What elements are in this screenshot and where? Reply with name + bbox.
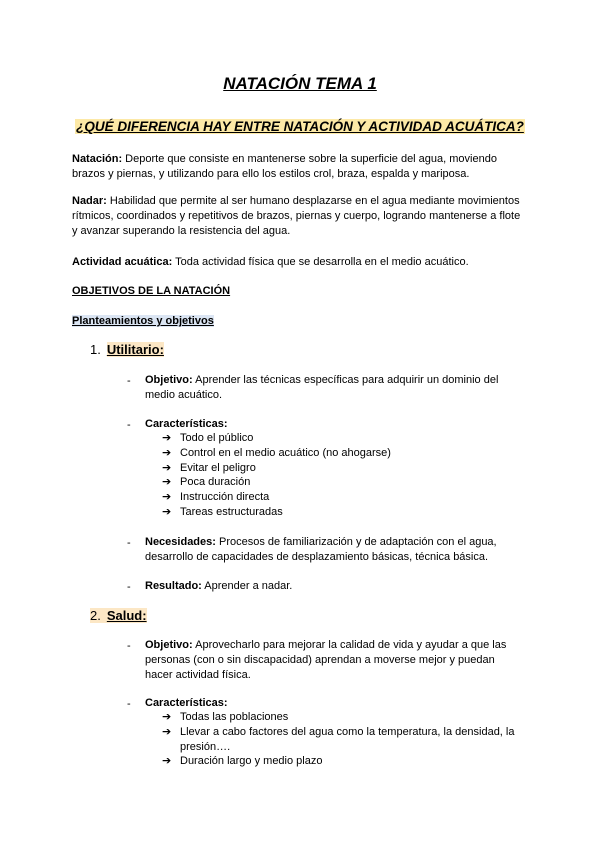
section-utilitario-heading	[90, 342, 164, 357]
arrow-icon: ➔	[162, 476, 172, 489]
section-utilitario-resultado	[145, 579, 525, 594]
section-salud-caracteristicas	[145, 696, 525, 711]
list-item: ➔ Tareas estructuradas	[162, 505, 283, 518]
definition-term: Actividad acuática:	[72, 256, 173, 268]
objetivo-text: Aprovecharlo para mejorar la calidad de vida y ayudar a que las personas (con o sin discapacidad) aprendan a moverse mejor y puedan hacer actividad física.	[145, 639, 507, 681]
dash-bullet: -	[127, 537, 131, 549]
definition-term: Natación:	[72, 153, 123, 165]
objetivo-label: Objetivo:	[145, 639, 193, 651]
arrow-icon: ➔	[162, 432, 172, 444]
section-number: 1.	[90, 342, 101, 357]
section-title: Utilitario:	[106, 342, 164, 357]
objetivo-label: Objetivo:	[145, 374, 193, 386]
section-salud-heading	[90, 608, 147, 623]
definition-text: Toda actividad física que se desarrolla en el medio acuático.	[172, 256, 469, 268]
definition-term: Nadar:	[72, 195, 107, 207]
section-number: 2.	[90, 608, 101, 623]
dash-bullet: -	[127, 419, 131, 431]
dash-bullet: -	[127, 640, 131, 652]
list-item: ➔ Poca duración	[162, 476, 251, 489]
arrow-icon: ➔	[162, 505, 172, 518]
page-title: NATACIÓN TEMA 1	[223, 74, 377, 93]
objectives-heading: OBJETIVOS DE LA NATACIÓN	[72, 285, 231, 297]
list-item: ➔ Instrucción directa	[162, 491, 270, 504]
arrow-icon: ➔	[162, 446, 172, 459]
necesidades-text: Procesos de familiarización y de adaptación con el agua, desarrollo de capacidades de desplazamiento básicas, técnica básica.	[145, 536, 497, 563]
definition-natacion	[72, 152, 528, 182]
list-item: ➔ Duración largo y medio plazo	[162, 755, 323, 768]
resultado-label: Resultado:	[145, 580, 202, 592]
dash-bullet: -	[127, 581, 131, 593]
arrow-icon: ➔	[162, 711, 172, 723]
arrow-icon: ➔	[162, 725, 172, 738]
definition-text: Habilidad que permite al ser humano desplazarse en el agua mediante movimientos rítmicos, coordinados y repetitivos de brazos, piernas y cuerpo, logrando mantenerse a flote y avanzar superando la resistencia del agua.	[72, 195, 521, 237]
caracteristicas-list	[162, 710, 532, 769]
objetivo-text: Aprender las técnicas específicas para adquirir un dominio del medio acuático.	[145, 374, 499, 401]
definition-actividad-acuatica	[72, 255, 528, 270]
list-item: ➔ Llevar a cabo factores del agua como la temperatura, la densidad, la presión….	[162, 725, 515, 753]
list-item: ➔ Control en el medio acuático (no ahogarse)	[162, 446, 391, 459]
list-item: ➔ Evitar el peligro	[162, 461, 256, 474]
dash-bullet: -	[127, 375, 131, 387]
arrow-icon: ➔	[162, 755, 172, 768]
section-utilitario-objetivo	[145, 373, 525, 403]
arrow-icon: ➔	[162, 491, 172, 504]
section-utilitario-caracteristicas	[145, 417, 525, 432]
caracteristicas-label: Características:	[145, 418, 228, 430]
subtitle-row	[0, 118, 600, 136]
section-utilitario-necesidades	[145, 535, 535, 565]
dash-bullet: -	[127, 698, 131, 710]
definition-text: Deporte que consiste en mantenerse sobre la superficie del agua, moviendo brazos y piernas, y utilizando para ello los estilos crol, braza, espalda y mariposa.	[72, 153, 497, 180]
definition-nadar	[72, 194, 528, 239]
resultado-text: Aprender a nadar.	[201, 580, 293, 592]
caracteristicas-list	[162, 431, 532, 520]
section-title: Salud:	[106, 608, 147, 623]
planteamientos-heading: Planteamientos y objetivos	[72, 315, 214, 327]
list-item: ➔ Todas las poblaciones	[162, 711, 289, 723]
list-item: ➔ Todo el público	[162, 432, 254, 444]
necesidades-label: Necesidades:	[145, 536, 216, 548]
section-salud-objetivo	[145, 638, 523, 683]
page-subtitle: ¿QUÉ DIFERENCIA HAY ENTRE NATACIÓN Y ACTIVIDAD ACUÁTICA?	[76, 119, 524, 134]
caracteristicas-label: Características:	[145, 697, 228, 709]
arrow-icon: ➔	[162, 461, 172, 474]
